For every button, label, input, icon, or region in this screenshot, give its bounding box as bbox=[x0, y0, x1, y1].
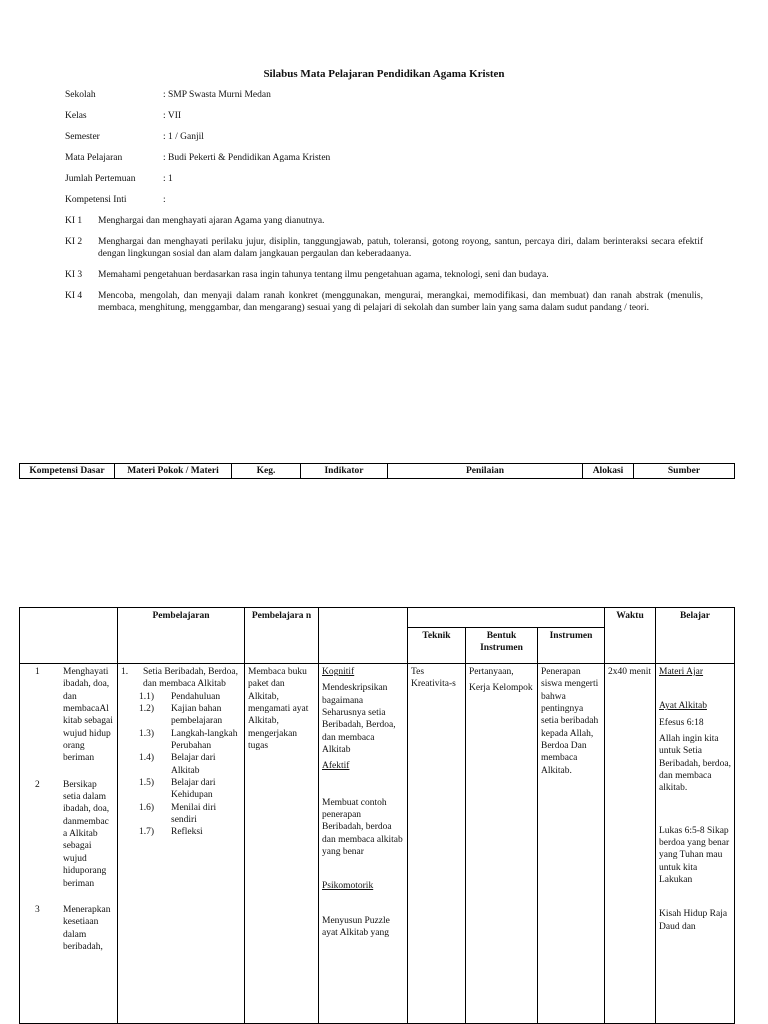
info-label: Mata Pelajaran bbox=[65, 153, 123, 163]
materi-main-text: Setia Beribadah, Berdoa, dan membaca Alkitab bbox=[143, 667, 238, 690]
materi-sub-item bbox=[139, 728, 241, 753]
teknik-cell bbox=[408, 664, 466, 1024]
ki-1 bbox=[65, 215, 703, 227]
materi-sub-item bbox=[139, 826, 241, 838]
kegiatan-cell bbox=[245, 664, 319, 1024]
materi-sub-item bbox=[139, 752, 241, 777]
kd-text: Menghayati ibadah, doa, dan membacaAl kitab sebagai wujud hidup orang beriman bbox=[63, 667, 113, 764]
kd-item bbox=[23, 779, 114, 890]
sumber-text-1: Allah ingin kita untuk Setia Beribadah, berdoa, dan membaca alkitab. bbox=[659, 734, 732, 794]
ki-code: KI 3 bbox=[65, 270, 83, 280]
materi-cell bbox=[118, 664, 245, 1024]
lukas-ref: Lukas 6:5-8 Sikap berdoa yang benar yang Tuhan mau untuk kita Lakukan bbox=[659, 825, 730, 886]
belajar-header: Belajar bbox=[656, 608, 735, 664]
col-kompetensi-dasar: Kompetensi Dasar bbox=[20, 464, 115, 479]
ayat-alkitab-heading: Ayat Alkitab bbox=[659, 701, 707, 712]
ki-3 bbox=[65, 269, 703, 281]
kognitif-heading: Kognitif bbox=[322, 667, 355, 677]
bentuk-instrumen-cell bbox=[466, 664, 538, 1024]
kd-text: Bersikap setia dalam ibadah, doa, danmembac a Alkitab sebagai wujud hiduporang beriman bbox=[63, 779, 110, 889]
instrumen-header: Instrumen bbox=[538, 628, 605, 664]
sub-number: 1.7) bbox=[139, 827, 155, 838]
instrumen-cell bbox=[538, 664, 605, 1024]
col-indikator: Indikator bbox=[301, 464, 388, 479]
sub-number: 1.3) bbox=[139, 728, 155, 739]
materi-ajar-heading: Materi Ajar bbox=[659, 667, 704, 677]
afektif-heading: Afektif bbox=[322, 761, 350, 772]
info-value: : bbox=[163, 195, 166, 205]
indikator-blank-header bbox=[319, 608, 408, 664]
info-label: Sekolah bbox=[65, 90, 96, 100]
info-value: : 1 bbox=[163, 174, 173, 184]
materi-sub-item bbox=[139, 691, 241, 703]
sub-text: Belajar dari Kehidupan bbox=[171, 778, 216, 801]
kd-number: 3 bbox=[35, 904, 40, 915]
document-title: Silabus Mata Pelajaran Pendidikan Agama Kristen bbox=[263, 68, 505, 80]
materi-sub-item bbox=[139, 703, 241, 728]
kd-item bbox=[23, 666, 114, 765]
syllabus-header-table bbox=[19, 463, 735, 479]
teknik-header: Teknik bbox=[408, 628, 466, 664]
kegiatan-text: Membaca buku paket dan Alkitab, mengamati ayat Alkitab, mengerjakan tugas bbox=[248, 667, 309, 752]
bentuk-text-1: Pertanyaan, bbox=[469, 667, 514, 677]
kognitif-text: Mendeskripsikan bagaimana Seharusnya setia Beribadah, Berdoa, dan membaca Alkitab bbox=[322, 683, 396, 756]
info-label: Kompetensi Inti bbox=[65, 195, 127, 205]
psikomotorik-heading: Psikomotorik bbox=[322, 881, 374, 892]
ki-code: KI 2 bbox=[65, 237, 83, 247]
materi-main-number: 1. bbox=[121, 667, 129, 677]
materi-sub-list bbox=[121, 691, 241, 839]
afektif-text: Membuat contoh penerapan Beribadah, berdoa dan membaca alkitab yang benar bbox=[322, 797, 403, 858]
kompetensi-dasar-cell bbox=[20, 664, 118, 1024]
teknik-text: Tes Kreativita-s bbox=[411, 667, 456, 690]
kd-text: Menerapkan kesetiaan dalam beribadah, bbox=[63, 904, 111, 952]
sub-text: Langkah-langkah Perubahan bbox=[171, 728, 238, 752]
ki-text: Menghargai dan menghayati perilaku jujur, disiplin, tanggungjawab, patuh, toleransi, gotong royong, santun, percaya diri, dalam berinteraksi secara efektif dengan lingkungan sosial dan alam dalam jangkauan pergaulan dan keberadaanya. bbox=[98, 237, 703, 260]
info-value: : Budi Pekerti & Pendidikan Agama Kristen bbox=[163, 153, 331, 163]
materi-main bbox=[121, 666, 241, 691]
col-penilaian: Penilaian bbox=[388, 464, 583, 479]
bentuk-text-2: Kerja Kelompok bbox=[469, 683, 533, 694]
col-materi: Materi Pokok / Materi bbox=[115, 464, 232, 479]
info-label: Kelas bbox=[65, 111, 87, 121]
waktu-text: 2x40 menit bbox=[608, 667, 652, 677]
ki-code: KI 4 bbox=[65, 291, 83, 301]
sub-number: 1.1) bbox=[139, 691, 155, 702]
kisah-ref: Kisah Hidup Raja Daud dan bbox=[659, 909, 728, 932]
materi-sub-item bbox=[139, 777, 241, 802]
sub-number: 1.6) bbox=[139, 802, 155, 813]
sub-text: Menilai diri sendiri bbox=[171, 802, 217, 826]
sub-number: 1.5) bbox=[139, 778, 155, 789]
col-keg: Keg. bbox=[232, 464, 301, 479]
waktu-cell bbox=[605, 664, 656, 1024]
col-alokasi: Alokasi bbox=[583, 464, 634, 479]
sub-text: Kajian bahan pembelajaran bbox=[171, 704, 223, 727]
indikator-cell bbox=[319, 664, 408, 1024]
instrumen-text: Penerapan siswa mengerti bahwa pentingnya setia beribadah kepada Allah, Berdoa Dan membaca Alkitab. bbox=[541, 667, 599, 776]
sub-text: Refleksi bbox=[171, 827, 203, 838]
sub-number: 1.2) bbox=[139, 704, 155, 715]
kd-item bbox=[23, 904, 114, 953]
sumber-cell bbox=[656, 664, 735, 1024]
materi-sub-item bbox=[139, 802, 241, 827]
info-label: Semester bbox=[65, 132, 100, 142]
ki-code: KI 1 bbox=[65, 216, 83, 226]
ki-text: Mencoba, mengolah, dan menyaji dalam ranah konkret (menggunakan, mengurai, merangkai, memodifikasi, dan membuat) dan ranah abstrak (menulis, membaca, menghitung, menggambar, dan mengarang) sesuai yang di pelajari di sekolah dan sumber lain yang sama dalam sudut pandang / teori. bbox=[98, 291, 703, 314]
penilaian-blank-header bbox=[408, 608, 605, 628]
ki-2 bbox=[65, 236, 703, 261]
info-value: : 1 / Ganjil bbox=[163, 132, 204, 142]
sub-number: 1.4) bbox=[139, 753, 155, 764]
info-value: : SMP Swasta Murni Medan bbox=[163, 90, 271, 100]
sub-text: Belajar dari Alkitab bbox=[171, 753, 216, 776]
blank-header bbox=[20, 608, 118, 664]
ki-4 bbox=[65, 290, 703, 315]
pembelajaran2-header: Pembelajara n bbox=[245, 608, 319, 664]
efesus-ref: Efesus 6:18 bbox=[659, 717, 704, 728]
col-sumber: Sumber bbox=[634, 464, 735, 479]
ki-text: Memahami pengetahuan berdasarkan rasa ingin tahunya tentang ilmu pengetahuan agama, teknologi, seni dan budaya. bbox=[98, 270, 549, 280]
waktu-header: Waktu bbox=[605, 608, 656, 664]
info-label: Jumlah Pertemuan bbox=[65, 174, 136, 184]
kd-number: 2 bbox=[35, 779, 40, 790]
sub-text: Pendahuluan bbox=[171, 691, 221, 702]
info-value: : VII bbox=[163, 111, 182, 121]
kd-number: 1 bbox=[35, 667, 40, 677]
psikomotorik-text: Menyusun Puzzle ayat Alkitab yang bbox=[322, 915, 390, 939]
syllabus-content-table bbox=[19, 607, 735, 1024]
pembelajaran-header: Pembelajaran bbox=[118, 608, 245, 664]
ki-text: Menghargai dan menghayati ajaran Agama yang dianutnya. bbox=[98, 216, 325, 226]
bentuk-instrumen-header: Bentuk Instrumen bbox=[466, 628, 538, 664]
